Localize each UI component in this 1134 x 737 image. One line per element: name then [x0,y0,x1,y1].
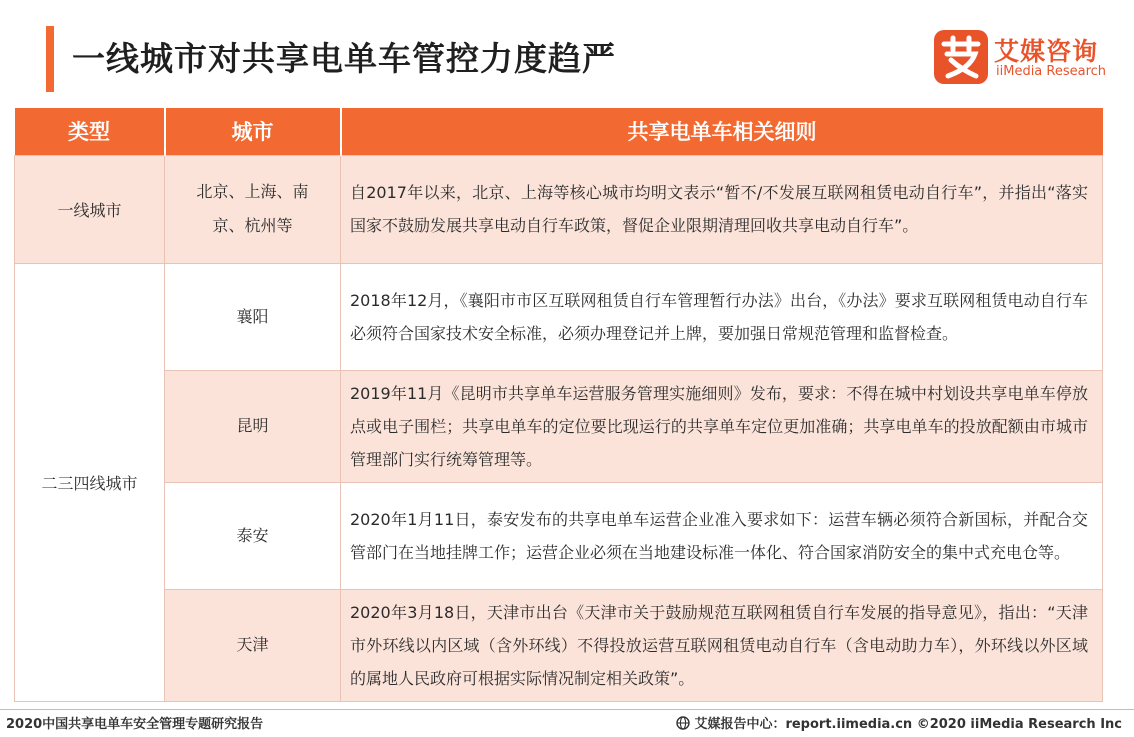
footer-divider [0,709,1134,710]
detail-cell: 2019年11月《昆明市共享单车运营服务管理实施细则》发布，要求：不得在城中村划设共享电单车停放点或电子围栏；共享电单车的定位要比现运行的共享单车定位更加准确；共享电单车的投放配额由市城市管理部门实行统筹管理等。 [341,370,1103,482]
detail-cell: 2018年12月，《襄阳市市区互联网租赁自行车管理暂行办法》出台，《办法》要求互联网租赁电动自行车必须符合国家技术安全标准，必须办理登记并上牌，要加强日常规范管理和监督检查。 [341,263,1103,370]
page-title: 一线城市对共享电单车管控力度趋严 [72,39,616,78]
detail-cell: 2020年1月11日，泰安发布的共享电单车运营企业准入要求如下：运营车辆必须符合新国标，并配合交管部门在当地挂牌工作；运营企业必须在当地建设标准一体化、符合国家消防安全的集中式充电仓等。 [341,482,1103,589]
type-cell: 一线城市 [15,155,165,263]
detail-cell: 自2017年以来，北京、上海等核心城市均明文表示“暂不/不发展互联网租赁电动自行车”，并指出“落实国家不鼓励发展共享电动自行车政策，督促企业限期清理回收共享电动自行车”。 [341,155,1103,263]
city-cell: 襄阳 [165,263,341,370]
detail-cell: 2020年3月18日，天津市出台《天津市关于鼓励规范互联网租赁自行车发展的指导意见》，指出：“天津市外环线以内区域（含外环线）不得投放运营互联网租赁电动自行车（含电动助力车），外环线以外区域的属地人民政府可根据实际情况制定相关政策”。 [341,589,1103,701]
city-cell: 天津 [165,589,341,701]
header-detail: 共享电单车相关细则 [341,108,1103,155]
footer-source-text: 艾媒报告中心：report.iimedia.cn ©2020 iiMedia Research Inc [694,717,1122,732]
header-city: 城市 [165,108,341,155]
table-row [15,155,1103,263]
table-header-row [15,108,1103,155]
table-row [15,482,1103,589]
policy-table [14,108,1103,702]
city-cell: 泰安 [165,482,341,589]
table-row [15,263,1103,370]
logo-en-text: iiMedia Research [996,64,1107,79]
logo-cn-text: 艾媒咨询 [994,37,1099,66]
table-row [15,589,1103,701]
brand-logo [934,30,1114,86]
type-cell: 二三四线城市 [15,263,165,701]
footer-source [676,713,1122,732]
city-cell: 北京、上海、南京、杭州等 [165,155,341,263]
table-row [15,370,1103,482]
footer-report-title: 2020中国共享电单车安全管理专题研究报告 [6,717,264,732]
header-type: 类型 [15,108,165,155]
globe-icon [676,716,690,730]
city-cell: 昆明 [165,370,341,482]
title-accent-bar [46,26,54,92]
iimedia-logo-icon [934,30,988,84]
